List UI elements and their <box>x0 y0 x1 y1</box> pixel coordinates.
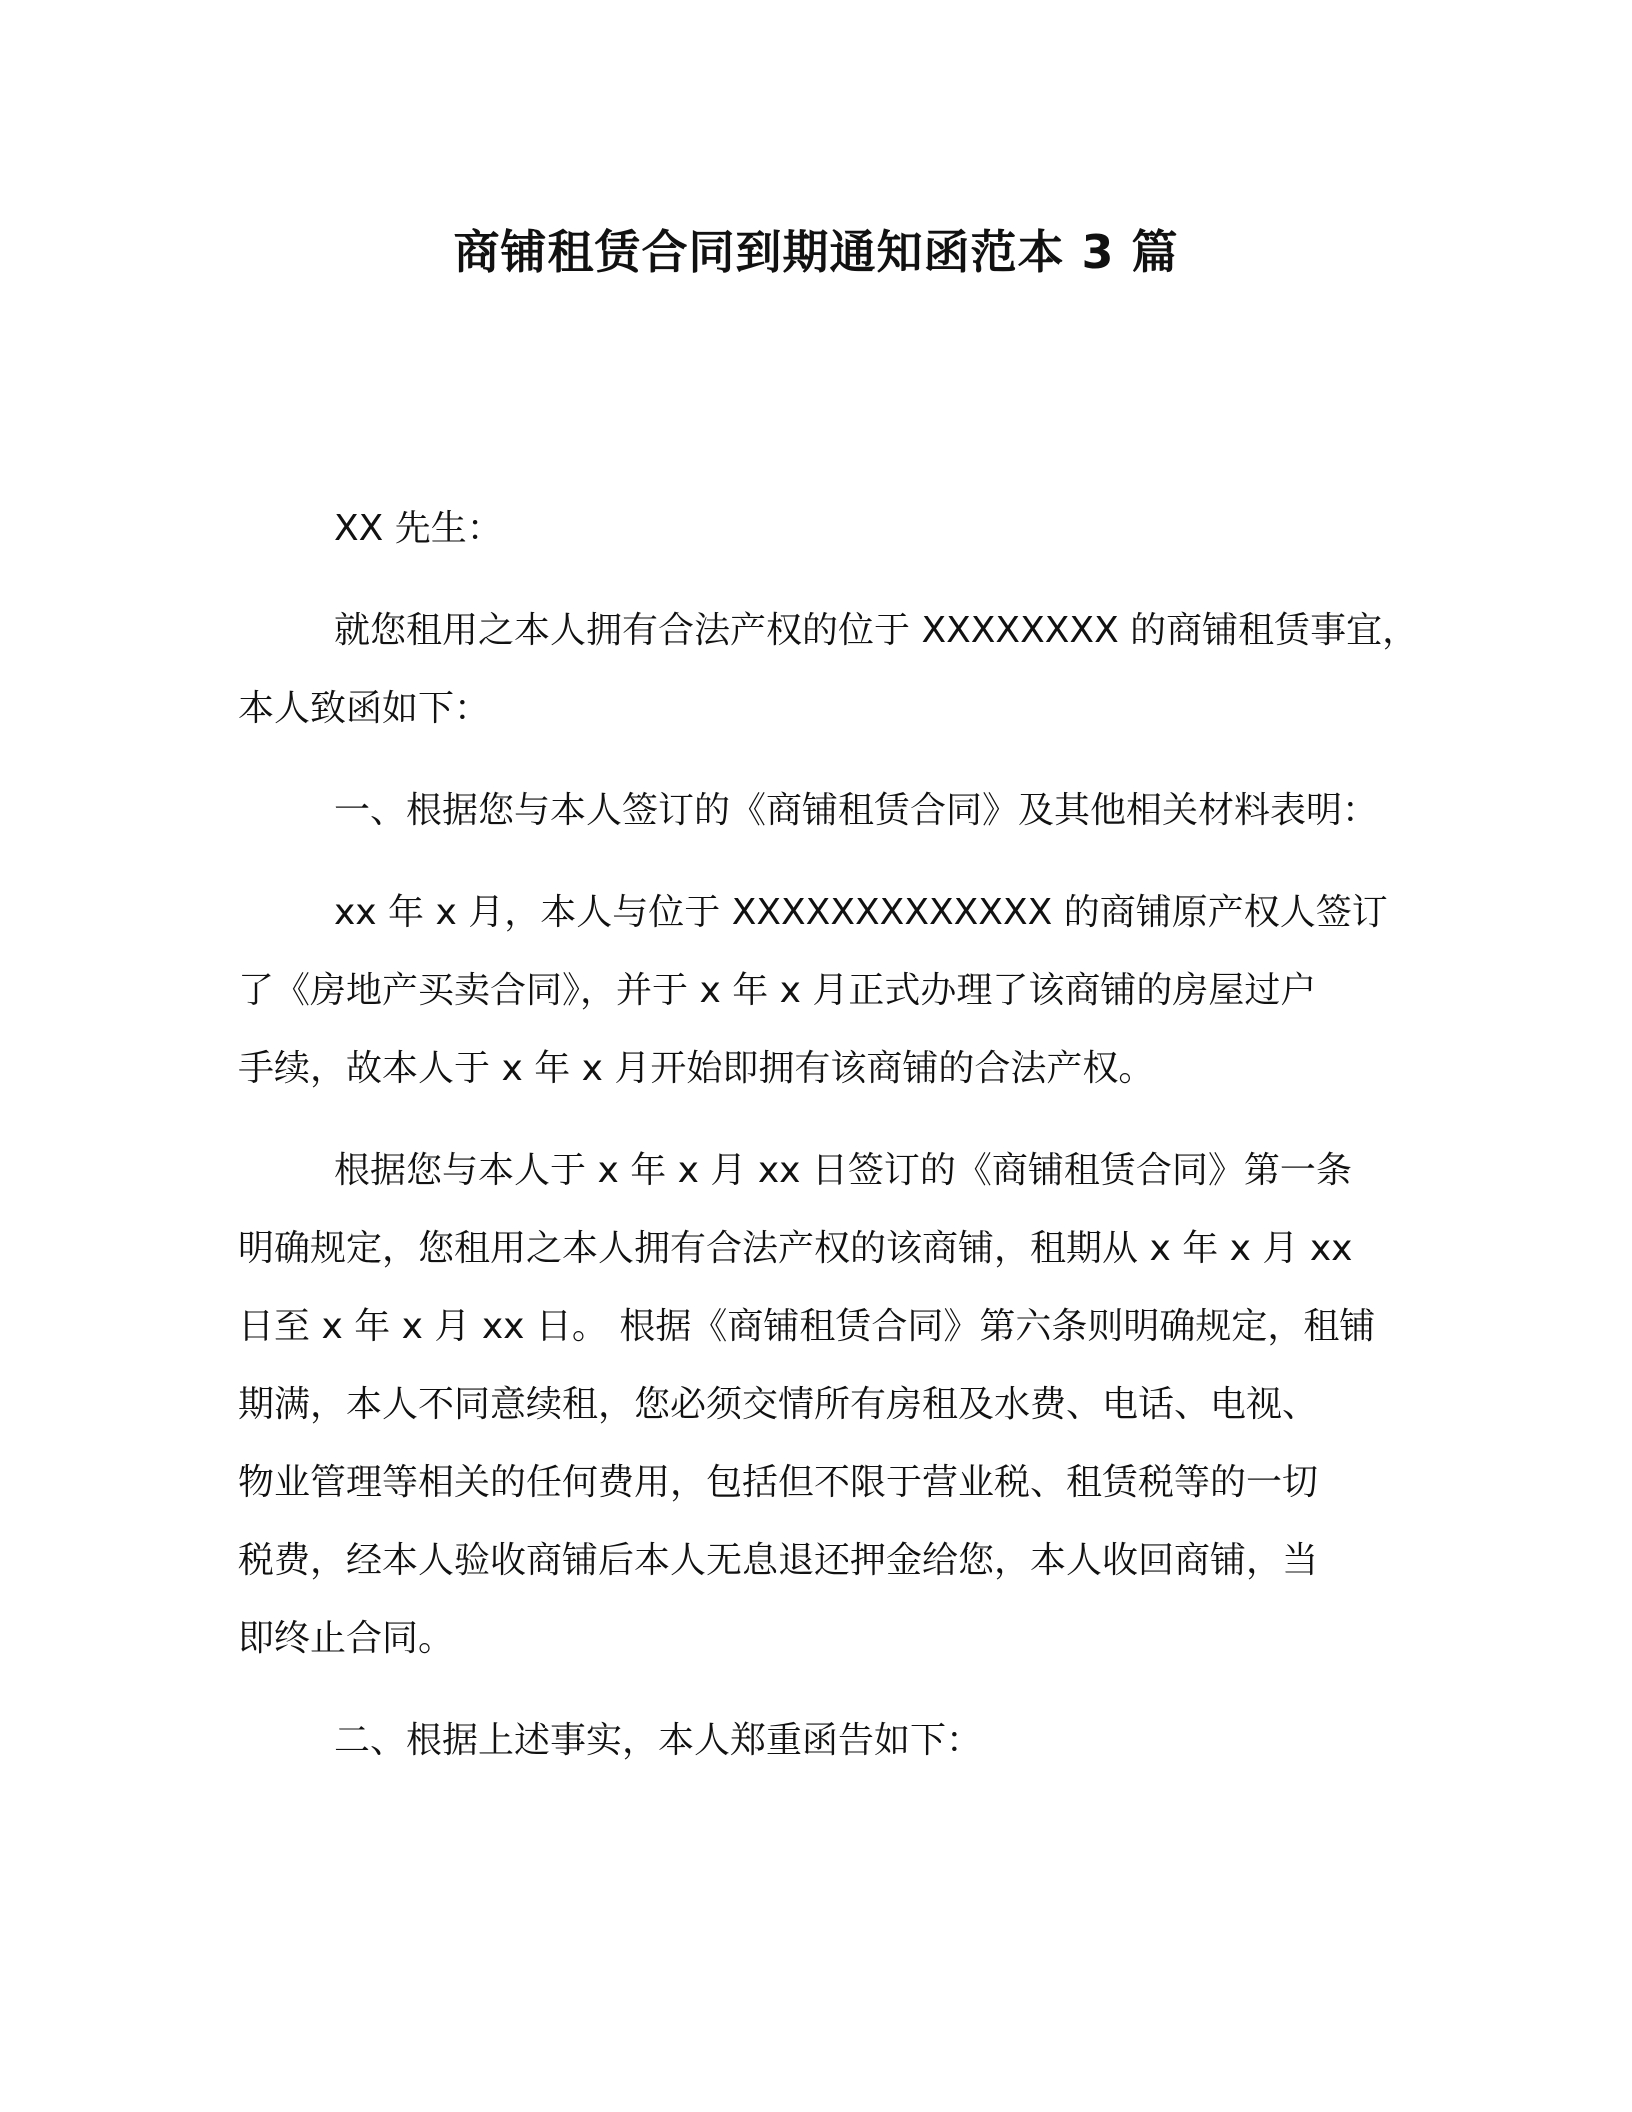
paragraph-line: 就您租用之本人拥有合法产权的位于 XXXXXXXX 的商铺租赁事宜， <box>334 610 1419 651</box>
paragraph-line: 期满，本人不同意续租，您必须交情所有房租及水费、电话、电视、 <box>238 1384 1319 1425</box>
paragraph-line: 即终止合同。 <box>238 1618 455 1659</box>
paragraph-line: 二、根据上述事实，本人郑重函告如下： <box>334 1720 983 1761</box>
paragraph-line: 税费，经本人验收商铺后本人无息退还押金给您，本人收回商铺，当 <box>238 1540 1319 1581</box>
paragraph-line: 根据您与本人于 x 年 x 月 xx 日签订的《商铺租赁合同》第一条 <box>334 1150 1352 1191</box>
paragraph-2 <box>238 772 1418 850</box>
paragraph-4 <box>238 1132 1418 1678</box>
paragraph-line: 手续，故本人于 x 年 x 月开始即拥有该商铺的合法产权。 <box>238 1048 1155 1089</box>
salutation-text: XX 先生： <box>334 508 503 549</box>
paragraph-5 <box>238 1702 1418 1780</box>
document-body <box>238 490 1418 1804</box>
paragraph-line: 本人致函如下： <box>238 688 491 729</box>
paragraph-line: 一、根据您与本人签订的《商铺租赁合同》及其他相关材料表明： <box>334 790 1379 831</box>
paragraph-3 <box>238 874 1418 1108</box>
paragraph-line: xx 年 x 月，本人与位于 XXXXXXXXXXXXX 的商铺原产权人签订 <box>334 892 1388 933</box>
paragraph-line: 明确规定，您租用之本人拥有合法产权的该商铺，租期从 x 年 x 月 xx <box>238 1228 1353 1269</box>
paragraph-line: 了《房地产买卖合同》，并于 x 年 x 月正式办理了该商铺的房屋过户 <box>238 970 1317 1011</box>
paragraph-1 <box>238 592 1418 748</box>
salutation <box>238 490 1418 568</box>
paragraph-line: 日至 x 年 x 月 xx 日。 根据《商铺租赁合同》第六条则明确规定，租铺 <box>238 1306 1376 1347</box>
paragraph-line: 物业管理等相关的任何费用，包括但不限于营业税、租赁税等的一切 <box>238 1462 1319 1503</box>
document-title: 商铺租赁合同到期通知函范本 3 篇 <box>453 225 1179 279</box>
